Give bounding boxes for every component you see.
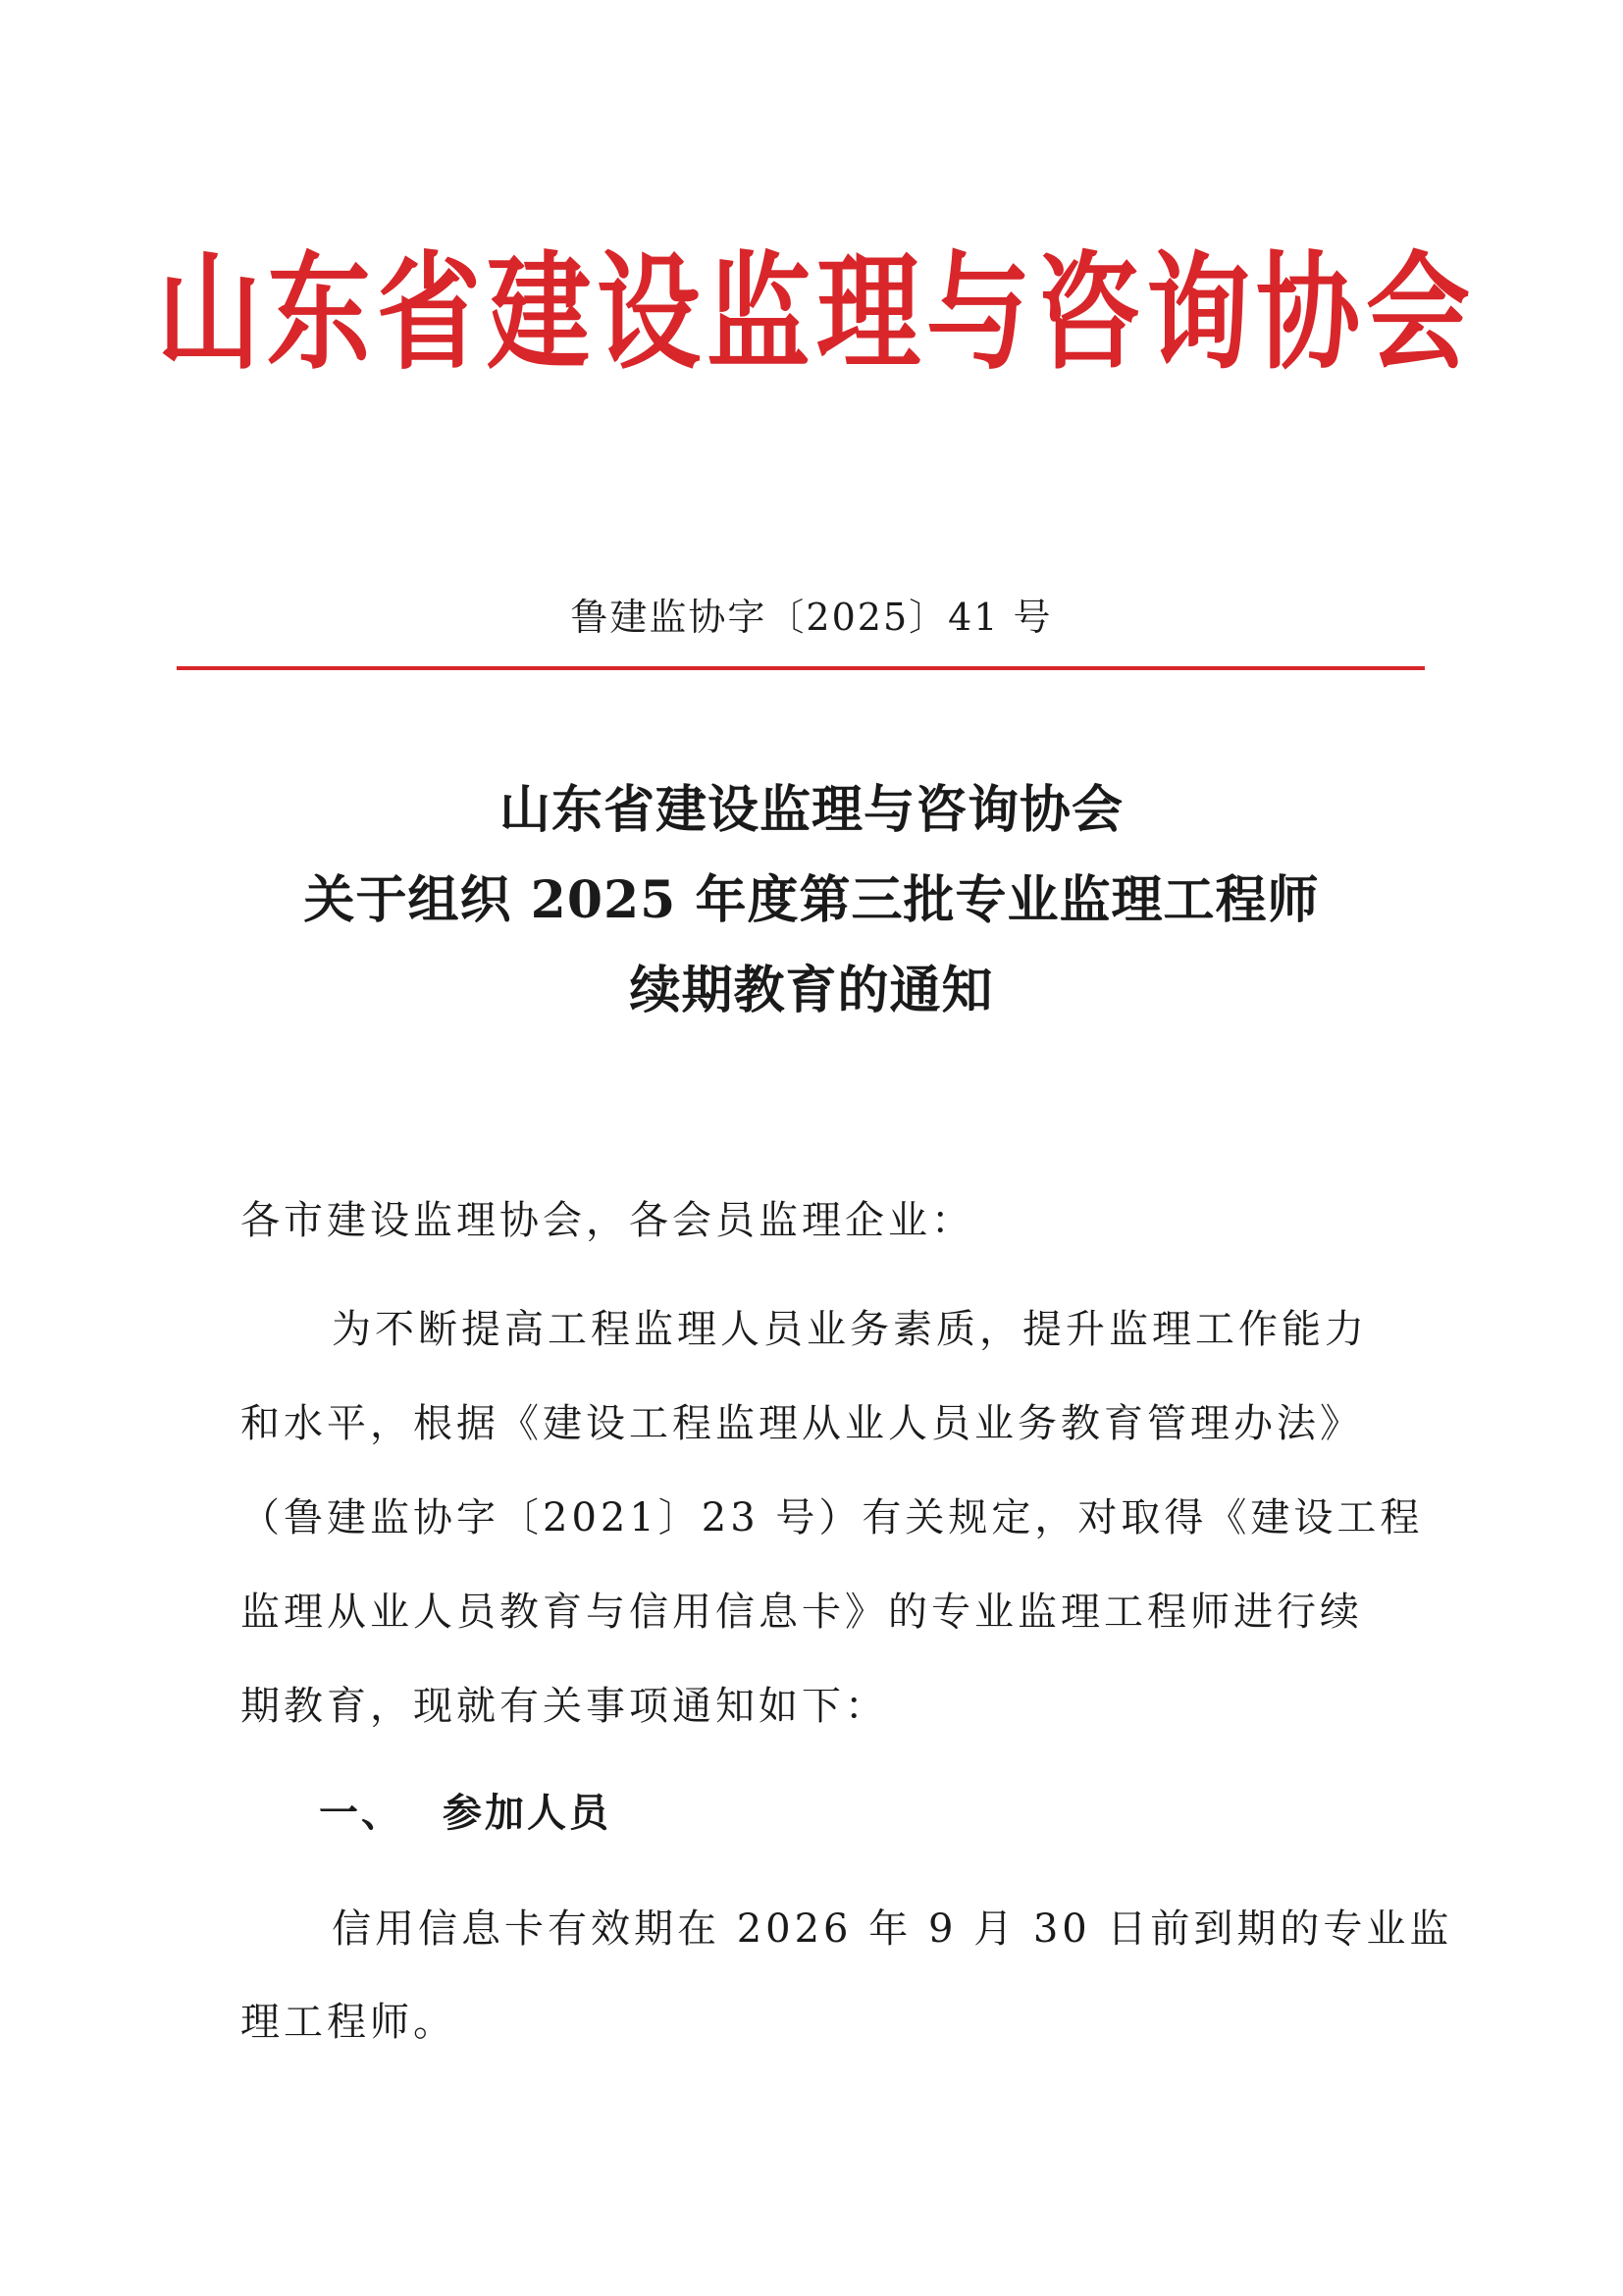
notice-title-line-2: 关于组织 2025 年度第三批专业监理工程师 — [303, 870, 1320, 930]
paragraph-line: 为不断提高工程监理人员业务素质，提升监理工作能力 — [332, 1307, 1368, 1352]
salutation: 各市建设监理协会，各会员监理企业： — [240, 1198, 974, 1243]
letterhead-title: 山东省建设监理与咨询协会 — [157, 239, 1476, 388]
paragraph-line: 期教育，现就有关事项通知如下： — [240, 1684, 888, 1729]
paragraph-line: （鲁建监协字〔2021〕23 号）有关规定，对取得《建设工程 — [240, 1495, 1424, 1540]
section-heading — [319, 1791, 611, 1836]
paragraph-line: 理工程师。 — [240, 2000, 456, 2045]
paragraph-line: 和水平，根据《建设工程监理从业人员业务教育管理办法》 — [240, 1401, 1363, 1446]
notice-title-line-3: 续期教育的通知 — [629, 961, 994, 1020]
notice-title-line-1: 山东省建设监理与咨询协会 — [498, 780, 1124, 840]
section-number: 一、 — [319, 1791, 403, 1836]
paragraph-line: 信用信息卡有效期在 2026 年 9 月 30 日前到期的专业监 — [332, 1906, 1453, 1952]
document-number: 鲁建监协字〔2025〕41 号 — [570, 596, 1053, 639]
red-divider — [177, 666, 1425, 670]
section-heading-text: 参加人员 — [443, 1791, 611, 1836]
paragraph-line: 监理从业人员教育与信用信息卡》的专业监理工程师进行续 — [240, 1590, 1363, 1635]
